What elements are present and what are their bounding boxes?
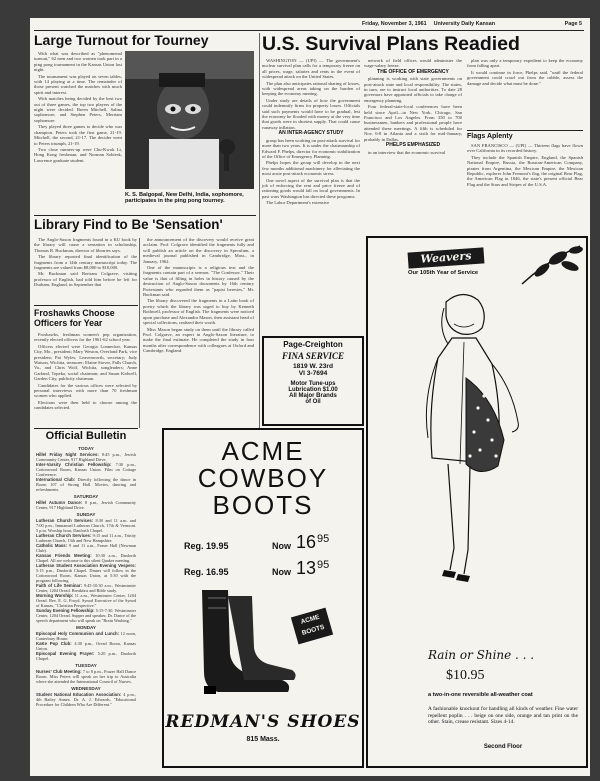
survival-p4: group has been working on post-attack survival for more than two years. It is under the chairmanship of Edward F. Phelps, director for economic stabilization of the Office of Emergency Planning. (262, 137, 360, 159)
redmans-address: 815 Mass. (246, 736, 280, 743)
survival-p7: The Labor Department's extensive (266, 200, 330, 206)
tourney-caption: K. S. Balgopal, New Delhi, India, sophomore, participates in the ping pong tourney. (125, 192, 244, 205)
survival-p12: plan was only a temporary expedient to keep the economy from falling apart. (467, 58, 583, 69)
pc-name: Page-Creighton (283, 340, 343, 349)
bulletin-item: Episcopal Holy Communion and Lunch: 12 noon, Canterbury House. (36, 631, 137, 641)
rule-bulletin (34, 428, 138, 429)
library-p1: The Anglo-Saxon fragments found in a KU book by the library will cause a sensation in scholarship, Thomas R. Buckman, director of libraries says. (34, 237, 137, 253)
masthead-date: Friday, November 3, 1961 (362, 21, 427, 27)
survival-p8: network of field offices would administer the wage-salary freeze. (364, 58, 462, 69)
bulletin-day-tuesday: TUESDAY (75, 663, 97, 668)
bulletin-day-sunday: SUNDAY (76, 512, 96, 517)
froshawks-p3: Candidates for the various offices were selected by personal interviews with more than 70 freshman women who applied. (34, 382, 137, 399)
weavers-price: $10.95 (446, 668, 485, 683)
survival-col1 (262, 58, 360, 207)
bulletin-day-monday: MONDAY (76, 625, 96, 630)
top-rule (34, 30, 584, 31)
froshawks-p4: Elections were then held to choose among the candidates selected. (34, 399, 137, 411)
bulletin-item: Hillel Friday Night Services: 8:45 p.m., Jewish Community Center, 917 Highland Drive. (36, 452, 136, 462)
bulletin-item: Morning Worship: 11 a.m., Westminster Center, 1204 Oread. Rev. E. G. Froyd, Synod Executive of the Synod of Kansas, "Christian Perspective." (36, 593, 136, 608)
tourney-p3: With matches being decided by the best two out of three games, the top two players of the night were decided. Breen Mitchell, Salina sophomore, and Stephen Peters, Merriam sophomore. (34, 96, 122, 123)
library-p4: the announcement of the discovery would receive great acclaim. Prof. Colgrave identified the fragments fully and will publish an article on the discovery in Speculum, a medieval journal published in Cambridge, Mass., in January, 1962. (143, 237, 254, 264)
library-p2: The library reported final identification of the fragments from a 14th century manuscript today. The fragments are valued from $8,000 to $10,000. (34, 254, 137, 271)
bulletin-item: Kansas Friends Meeting: 10:30 a.m., Danforth Chapel. All are welcome to this silent Quaker meeting. (36, 553, 137, 563)
acme-price-2: 13 (296, 558, 317, 578)
bulletin-day-today: TODAY (78, 446, 94, 451)
survival-p1: WASHINGTON — (UPI) — The government's nuclear survival plan calls for a temporary freeze on all prices, wage, salaries and rents in the event of widespread attack on the United States. (262, 58, 360, 80)
weavers-desc1: a two-in-one reversible all-weather coat (428, 692, 533, 698)
acme-reg-2: Reg. 16.95 (184, 567, 229, 577)
survival-sub2: THE OFFICE OF EMERGENCY (377, 68, 449, 75)
library-p7: Miss Mason began study on them until the library called Prof. Colgrave, an expert in Anglo-Saxon literature, to make the final estimate. He completed the study in four months after correspondence with colleagues at Oxford and Cambridge, England. (143, 326, 254, 354)
bulletin-item: Nurses' Club Meeting: 7 to 8 p.m., Frazer Hall Dance Room. Miss Peters will speak on her trip to Australia where she attended the International Council of Nurses. (36, 669, 136, 684)
bulletin-title: Official Bulletin (45, 430, 127, 442)
acme-tag-line1: ACME (300, 613, 321, 626)
acme-now-1: Now (272, 541, 291, 551)
survival-p5: Phelps hopes the group will develop in the next few months additional machinery for alleviating the most acute post-attack economic stress. (262, 160, 360, 177)
survival-p6: One novel aspect of the survival plan is that the job of enforcing the rent and price freeze and of rationing goods would fall on local governments. In past wars Washington has directed these programs. (262, 177, 360, 199)
pc-line4: of Oil (305, 399, 321, 405)
weavers-tag: Rain or Shine . . . (428, 648, 535, 662)
tourney-p1: With what was described as "phenomenal turnout," 62 men and two women took part in a ping pong tournament in the Kansas Union last night. (34, 51, 122, 73)
bulletin-item: KaKe Pop Club: 4:30 p.m., Oread Room, Kansas Union. (36, 641, 137, 651)
survival-col3 (467, 58, 583, 87)
library-headline: Library Find to Be 'Sensation' (34, 217, 223, 232)
rule-flags (467, 130, 583, 131)
bulletin-item: Inter-Varsity Christian Fellowship: 7:30 p.m., Cottonwood Room, Kansas Union. Film on Cottage Conference. (36, 462, 136, 477)
ping-pong-player-image (125, 51, 254, 189)
survival-p9: planning is working with state governments on post-attack state and local responsibility. The states, in turn, are to instruct local authorities. To date 28 governors have appointed officials to take charge of emergency planning. (364, 76, 462, 103)
rule-frosh (34, 305, 138, 306)
acme-cents-1: 95 (317, 533, 330, 545)
survival-p3: Under study are details of how the government could indemnify firms for property losses. Officials said such payments would have to be gradual, lest the economy be flooded with money at the very time that goods were in shortest supply. That could cause runaway inflation. (262, 97, 360, 130)
pc-service: FINA SERVICE (281, 351, 345, 361)
library-col-divider (139, 238, 140, 428)
acme-line2: COWBOY (197, 463, 329, 493)
bulletin-item: Lutheran Church Services: 8:30 and 11 a.m. and 7:00 p.m., Immanuel Lutheran Church, 17th & Vermont. 5 p.m. Worship hour, Danforth Chapel. (36, 518, 136, 533)
masthead-page: Page 5 (564, 21, 582, 27)
library-p3: Mr. Buckman said Bertram Colgrave, visiting professor of English, had told him before he left for Durham, England, in September that (34, 271, 137, 288)
flags-story (467, 143, 583, 188)
pc-line3: All Major Brands (289, 393, 337, 399)
flags-p2: They include the Spanish Empire, England, the Spanish National Empire, Russia, the Russian-American Company, pirates from Argentina, the Mexican Empire, the Mexican Republic, explorer John Fremont's flag, the original Bear Flag, the American Flag in 1846, the state's present official Bear Flag and the Stars and Stripes of the U.S.A. (467, 154, 583, 187)
bulletin-item: Sunday Evening Fellowship: 5:15-7:30, Westminster Center, 1204 Oread. Supper and speaker, Dr. Dance of the speech department who will speak on "Brain Washing." (36, 608, 136, 623)
bulletin-item: Hillel Autumn Dance: 8 p.m., Jewish Community Center, 917 Highland Drive. (36, 500, 136, 510)
acme-cents-2: 95 (317, 559, 330, 571)
tourney-photo (125, 51, 254, 189)
pc-line2: Lubrication $1.00 (288, 387, 338, 393)
acme-price-row-2 (184, 558, 354, 580)
survival-p11: in an interview that the economic survival (368, 149, 446, 155)
raincoat-woman-illustration (408, 288, 558, 618)
tourney-p4: They played three games to decide who was champion. Peters took the first game, 21-19. Mitchell, the second, 21-17. The decider went to Peters triumph, 21-19. (34, 124, 122, 146)
bulletin-item: Faith of Life Seminar: 9:45-10:30 a.m., Westminster Center, 1204 Oread. Breakfast and Bible study. (36, 583, 136, 593)
bulletin-day-wednesday: WEDNESDAY (71, 686, 101, 691)
froshawks-headline: Froshawks Choose Officers for Year (34, 308, 115, 328)
pc-phone: VI 3-7694 (298, 370, 328, 377)
survival-p10: Four federal-state-local conferences have been held since April—in New York, Chicago, San Francisco and Los Angeles. From 350 to 700 businessmen, bankers and professional people have attended these meetings. A fifth is scheduled for Nov. 6-8 in Atlanta and a sixth for mid-January, probably in Dallas. (364, 104, 462, 142)
redmans-logo: REDMAN'S SHOES (165, 712, 361, 732)
bulletin-body (36, 444, 136, 707)
rule-left-1 (34, 215, 256, 216)
cowboy-boots-image (188, 588, 298, 696)
bulletin-item: Lutheran Church Services: 9:15 and 11 a.m., Trinity Lutheran Church, 13th and New Hampshire. (36, 533, 136, 543)
flags-headline: Flags Aplenty (467, 133, 513, 140)
froshawks-story (34, 332, 137, 412)
froshawks-p2: Officers elected were Georgia Lonnecker, Kansas City, Mo., president; Mary Weston, Overland Park, vice president; Pat Wyles, Leavenworth, secretary; Judy Watson, Wichita, treasurer; Elaine Stover, Falls Church, Va., and Chris Wolf, Wichita, songleaders; Anne Garland, Topeka, social chairman; and Susan Kidwell, Garden City, publicity chairman. (34, 343, 137, 382)
froshawks-p1: Froshawks, freshman women's pep organization, recently elected officers for the 1961-62 school year. (34, 332, 137, 343)
acme-line3: BOOTS (212, 490, 314, 520)
survival-sub1: AN INTER-AGENCY STUDY (278, 130, 344, 137)
bulletin-item: Student National Education Association: 4 p.m., 4th Bailey Annex. Dr. A. J. Edwards, "Educational Procedure for Children Who Are Different." (36, 692, 136, 707)
library-p6: The library discovered the fragments in a Latin book of poetry which the library was urged to buy by Kenneth Bothwell, professor of English. The fragments were noticed upon purchase and Alexandra Mason, then assistant head of special collections, realized their worth. (143, 298, 254, 326)
tourney-story (34, 51, 122, 164)
survival-sub3: PHELPS EMPHASIZED (385, 142, 441, 149)
survival-headline: U.S. Survival Plans Readied (262, 33, 520, 55)
masthead (362, 21, 582, 30)
weavers-floor: Second Floor (483, 744, 523, 750)
weavers-subline: Our 105th Year of Service (408, 270, 479, 276)
newspaper-page (30, 18, 590, 776)
pc-line1: Motor Tune-ups (290, 381, 336, 387)
bulletin-item: Episcopal Evening Prayer: 5:20 p.m., Danforth Chapel. (36, 651, 136, 661)
weavers-logo: Weavers (408, 247, 485, 268)
acme-reg-1: Reg. 19.95 (184, 541, 229, 551)
library-col1 (34, 237, 137, 289)
bulletin-day-saturday: SATURDAY (73, 494, 99, 499)
survival-p2: The plan also anticipates rational sharing of losses, with widespread areas taking on the burden of keeping the economy running. (262, 80, 360, 97)
bulletin-item: Catholic Mass: 9 and 11 a.m., Fraser Hall (Newman Club). (36, 543, 136, 553)
bulletin-item: Lutheran Student Association Evening Vespers: 5:15 p.m., Danforth Chapel. Dinner will follow in the Cottonwood Room, Kansas Union, at 5:30 with the program following. (36, 563, 136, 583)
library-col2 (143, 237, 254, 355)
weavers-desc2: A fashionable knockout for handling all kinds of weather. Fine water repellent poplin . . . beige on one side, orange and tan print on the other. Stain, crease resistant. Sizes 4-14. (428, 706, 578, 726)
library-p5: One of the manuscripts is a religious text and the fragments contain part of a sermon. "The Confessor." Their value is that of filling in holes in history caused by the destruction of Anglo-Saxon documents by 16th century Protestants who regarded them as "papist heresies," Mr. Buckman said. (143, 265, 254, 298)
survival-p13: It would continue in force, Phelps said, "until the federal government could crawl out from the rubble, assess the damage and decide what must be done." (467, 69, 583, 86)
tourney-p5: Two close runners-up were Chu-Kwok Li, Hong Kong freshman, and Norman Sobiesk, Lawrence graduate student. (34, 146, 122, 163)
acme-price-row-1 (184, 532, 354, 554)
masthead-paper: University Daily Kansan (433, 21, 496, 27)
survival-col2 (364, 58, 462, 156)
acme-line1: ACME (221, 436, 305, 466)
acme-price-1: 16 (296, 532, 317, 552)
tourney-headline: Large Turnout for Tourney (34, 32, 209, 48)
weavers-ad (366, 236, 588, 768)
main-col-divider (259, 33, 260, 428)
acme-boots-ad (162, 428, 364, 768)
pc-address: 1819 W. 23rd (293, 363, 333, 370)
acme-now-2: Now (272, 567, 291, 577)
page-creighton-ad (262, 336, 364, 426)
bulletin-item: International Club: Directly following the dance in Room 107 of Strong Hall. Movies, dancing and refreshments. (36, 477, 136, 492)
tourney-p2: The tournament was played on seven tables, with 14 playing at a time. The remainder of those present watched the matches with much spirit and interest. (34, 73, 122, 95)
leaf-branch-icon (518, 240, 584, 288)
flags-p1: SAN FRANCISCO — (UPI) — Thirteen flags have flown over California in its recorded history. (467, 143, 583, 154)
acme-tag-line2: BOOTS (301, 623, 326, 637)
